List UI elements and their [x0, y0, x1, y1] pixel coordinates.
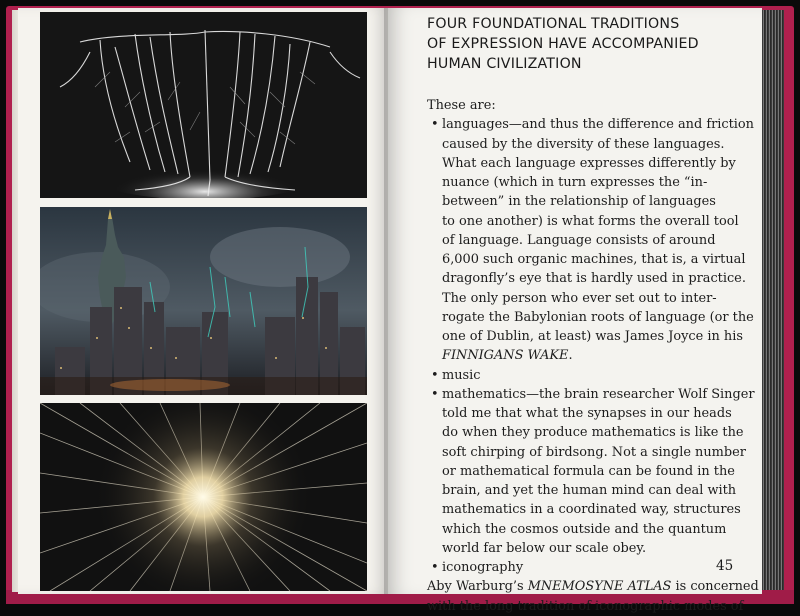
text-line: to one another) is what forms the overall tool [442, 213, 739, 229]
closing-line: with the long tradition of iconographic modes of [427, 598, 744, 614]
bullet-icon: • [431, 367, 439, 383]
bullet-item-languages: • languages—and thus the difference and friction [427, 115, 757, 134]
lightning-tree-image [40, 12, 367, 198]
text-line: do when they produce mathematics is like the [442, 425, 744, 441]
text-line: caused by the diversity of these languages. [442, 136, 725, 152]
text-line: brain, and yet the human mind can deal with [442, 483, 737, 498]
bullet-item-mathematics: • mathematics—the brain researcher Wolf Singer [427, 385, 757, 404]
book-title-finnigans-wake: FINNIGANS WAKE [442, 348, 569, 364]
heading-line: FOUR FOUNDATIONAL TRADITIONS [427, 16, 680, 32]
bullet-icon: • [431, 117, 439, 133]
text-line: FINNIGANS WAKE. [442, 348, 573, 364]
text-line: told me that what the synapses in our heads [442, 406, 732, 421]
text-line: rogate the Babylonian roots of language (or the [442, 309, 754, 325]
intro-line: These are: [427, 98, 496, 113]
statue-city-image [40, 207, 367, 395]
text-line: of language. Language consists of around [442, 232, 716, 248]
page-number: 45 [716, 558, 734, 574]
text-line: 6,000 such organic machines, that is, a virtual [442, 252, 746, 267]
heading-line: OF EXPRESSION HAVE ACCOMPANIED [427, 36, 699, 52]
text-line: which the cosmos outside and the quantum [442, 521, 727, 537]
text-line: nuance (which in turn expresses the “in- [442, 175, 708, 190]
text-line: world far below our scale obey. [442, 540, 647, 556]
text-line: The only person who ever set out to inter- [442, 290, 717, 306]
text-line: dragonfly’s eye that is hardly used in practice. [442, 271, 746, 287]
bullet-icon: • [431, 386, 439, 402]
page-edges-right [762, 10, 784, 590]
bullet-item-music: • music [427, 366, 757, 385]
body-text [427, 96, 757, 616]
bullet-item-iconography: • iconography [427, 558, 757, 577]
text-line: between” in the relationship of languages [442, 194, 716, 210]
text-line: mathematics in a coordinated way, structures [442, 502, 741, 518]
radiant-sun-image [40, 403, 367, 591]
text-line: one of Dublin, at least) was James Joyce in his [442, 329, 743, 344]
text-line: What each language expresses differently by [442, 155, 736, 171]
bullet-icon: • [431, 560, 439, 575]
chapter-heading [427, 14, 747, 74]
heading-line: HUMAN CIVILIZATION [427, 56, 582, 72]
text-line: or mathematical formula can be found in the [442, 463, 735, 479]
closing-line: Aby Warburg’s MNEMOSYNE ATLAS is concerned [427, 579, 759, 595]
book-title-mnemosyne-atlas: MNEMOSYNE ATLAS [527, 579, 672, 595]
text-line: soft chirping of birdsong. Not a single number [442, 444, 746, 460]
